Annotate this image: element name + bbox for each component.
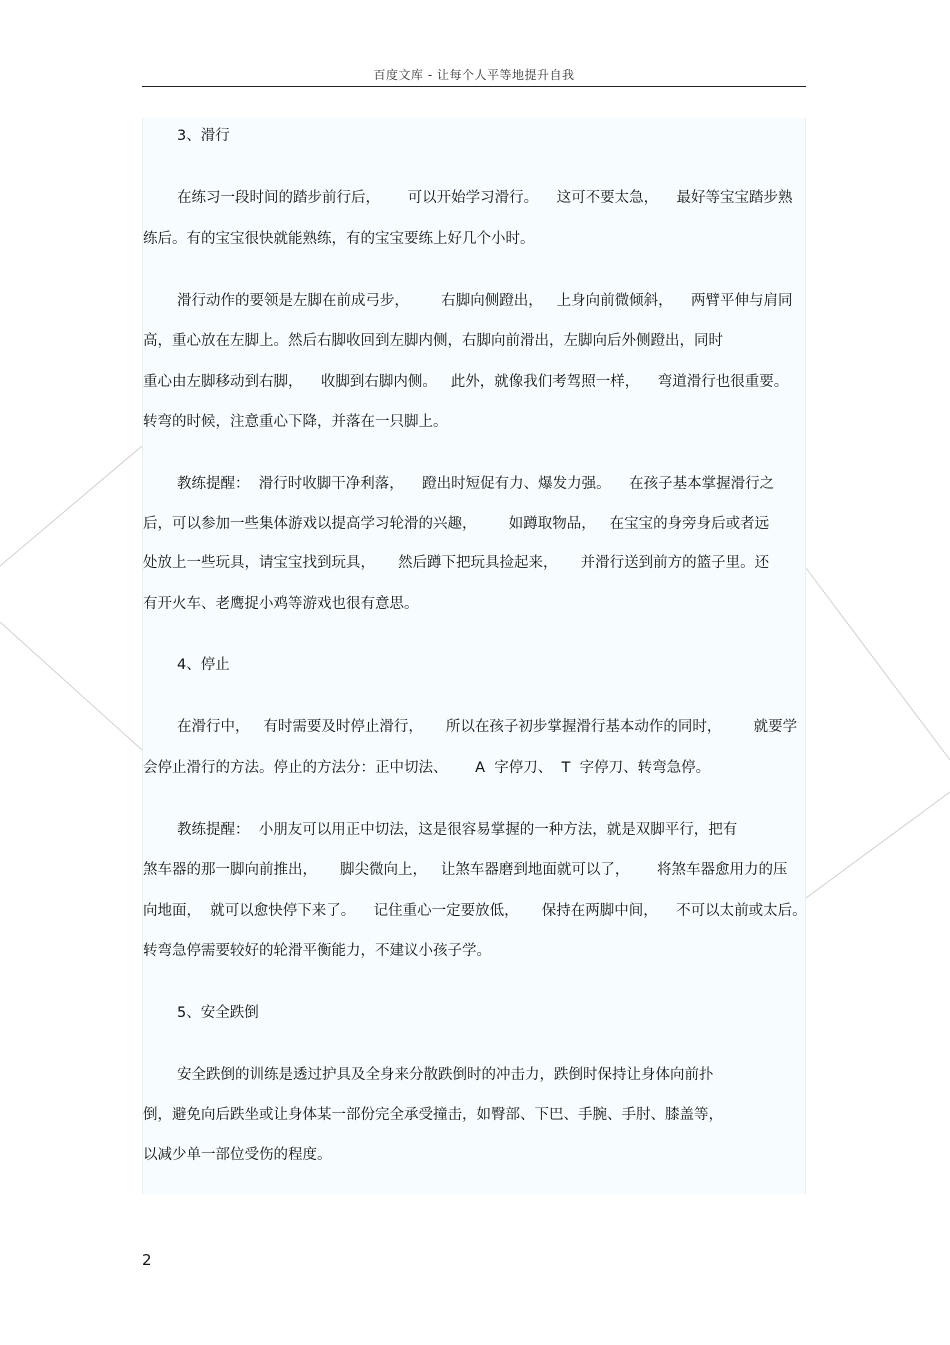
paragraph-line: 在练习一段时间的踏步前行后， 可以开始学习滑行。 这可不要太急， 最好等宝宝踏步熟 [177, 190, 793, 206]
page-number: 2 [142, 1251, 152, 1269]
paragraph-line: 教练提醒： 滑行时收脚干净利落， 蹬出时短促有力、爆发力强。 在孩子基本掌握滑行之 [177, 476, 775, 492]
paragraph-line: 重心由左脚移动到右脚， 收脚到右脚内侧。 此外，就像我们考驾照一样， 弯道滑行也很重要。 [143, 374, 789, 390]
paragraph-line: 在滑行中， 有时需要及时停止滑行， 所以在孩子初步掌握滑行基本动作的同时， 就要学 [177, 719, 798, 735]
paragraph-line: 有开火车、老鹰捉小鸡等游戏也很有意思。 [143, 596, 419, 612]
paragraph-line: 练后。有的宝宝很快就能熟练，有的宝宝要练上好几个小时。 [143, 231, 535, 247]
paragraph-line: 以减少单一部位受伤的程度。 [143, 1147, 332, 1163]
paragraph-line: 后，可以参加一些集体游戏以提高学习轮滑的兴趣， 如蹲取物品， 在宝宝的身旁身后或者远 [143, 516, 770, 532]
header-divider [142, 86, 806, 87]
paragraph-line: 转弯急停需要较好的轮滑平衡能力，不建议小孩子学。 [143, 943, 491, 959]
section-heading: 5、安全跌倒 [177, 1005, 259, 1021]
paragraph-line: 向地面， 就可以愈快停下来了。 记住重心一定要放低， 保持在两脚中间， 不可以太前或太后。 [143, 903, 807, 919]
section-heading: 3、滑行 [177, 128, 230, 144]
content-area [142, 118, 806, 1194]
paragraph-line: 转弯的时候，注意重心下降，并落在一只脚上。 [143, 414, 448, 430]
page-header: 百度文库 - 让每个人平等地提升自我 [373, 68, 575, 82]
paragraph-line: 会停止滑行的方法。停止的方法分：正中切法、 A 字停刀、 T 字停刀、转弯急停。 [143, 760, 711, 776]
paragraph-line: 安全跌倒的训练是透过护具及全身来分散跌倒时的冲击力，跌倒时保持让身体向前扑 [177, 1067, 714, 1083]
paragraph-line: 滑行动作的要领是左脚在前成弓步， 右脚向侧蹬出， 上身向前微倾斜， 两臂平伸与肩同 [177, 293, 793, 309]
paragraph-line: 煞车器的那一脚向前推出， 脚尖微向上， 让煞车器磨到地面就可以了， 将煞车器愈用力的压 [143, 862, 788, 878]
paragraph-line: 教练提醒： 小朋友可以用正中切法，这是很容易掌握的一种方法，就是双脚平行，把有 [177, 822, 738, 838]
paragraph-line: 高，重心放在左脚上。然后右脚收回到左脚内侧，右脚向前滑出，左脚向后外侧蹬出，同时 [143, 333, 723, 349]
paragraph-line: 倒，避免向后跌坐或让身体某一部份完全承受撞击，如臀部、下巴、手腕、手肘、膝盖等， [143, 1107, 723, 1123]
paragraph-line: 处放上一些玩具，请宝宝找到玩具， 然后蹲下把玩具捡起来， 并滑行送到前方的篮子里。还 [143, 555, 770, 571]
section-heading: 4、停止 [177, 657, 230, 673]
